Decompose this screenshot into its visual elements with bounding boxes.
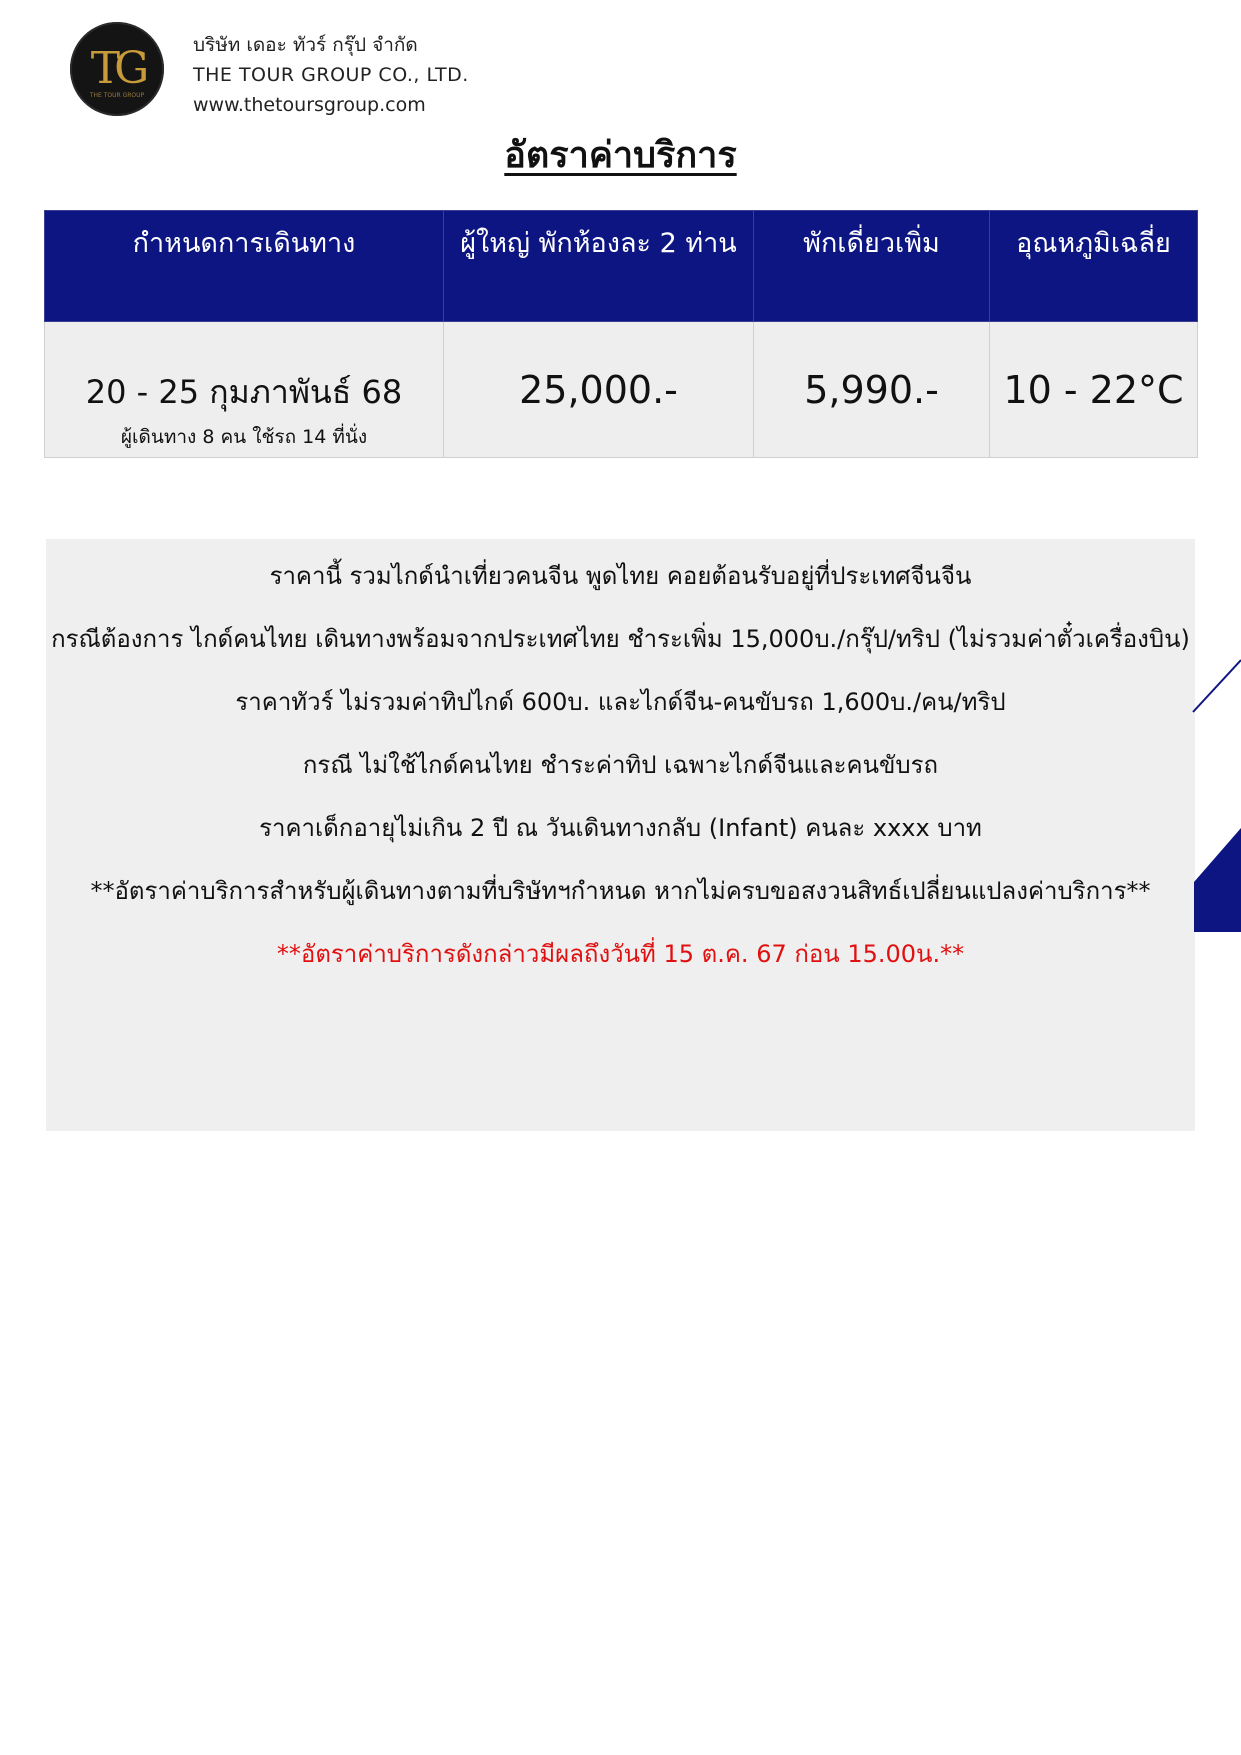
logo-monogram: TG (90, 43, 144, 94)
condition-line: กรณีต้องการ ไกด์คนไทย เดินทางพร้อมจากประเทศไทย ชำระเพิ่ม 15,000บ./กรุ๊ป/ทริป (ไม่รวมค่าตั๋วเครื่องบิน) (51, 625, 1190, 653)
rate-table (44, 210, 1198, 458)
company-info (193, 30, 469, 120)
cell-adult-price: 25,000.- (444, 322, 754, 458)
logo-tagline: THE TOUR GROUP (89, 92, 145, 99)
condition-line: กรณี ไม่ใช้ไกด์คนไทย ชำระค่าทิป เฉพาะไกด์จีนและคนขับรถ (302, 751, 939, 779)
header-adult-twin: ผู้ใหญ่ พักห้องละ 2 ท่าน (444, 211, 754, 322)
cell-temperature: 10 - 22°C (990, 322, 1198, 458)
company-logo (70, 22, 164, 116)
conditions-box (46, 539, 1195, 1131)
group-size-note: ผู้เดินทาง 8 คน ใช้รถ 14 ที่นั่ง (120, 426, 368, 448)
deadline-note: **อัตราค่าบริการดังกล่าวมีผลถึงวันที่ 15 ต.ค. 67 ก่อน 15.00น.** (276, 940, 965, 968)
company-name-thai: บริษัท เดอะ ทัวร์ กรุ๊ป จำกัด (193, 34, 418, 56)
condition-line: ราคานี้ รวมไกด์นำเที่ยวคนจีน พูดไทย คอยต้อนรับอยู่ที่ประเทศจีนจีน (269, 562, 972, 590)
decorative-stripes (1181, 650, 1241, 940)
rate-table-header-row (45, 211, 1198, 322)
table-row (45, 322, 1198, 458)
cell-travel-date (45, 322, 444, 458)
header-single-supplement: พักเดี่ยวเพิ่ม (754, 211, 990, 322)
header-avg-temperature: อุณหภูมิเฉลี่ย (990, 211, 1198, 322)
condition-line: **อัตราค่าบริการสำหรับผู้เดินทางตามที่บริษัทฯกำหนด หากไม่ครบขอสงวนสิทธ์เปลี่ยนแปลงค่าบริการ** (90, 877, 1151, 905)
condition-line: ราคาทัวร์ ไม่รวมค่าทิปไกด์ 600บ. และไกด์จีน-คนขับรถ 1,600บ./คน/ทริป (235, 688, 1006, 716)
company-name-english: THE TOUR GROUP CO., LTD. (193, 64, 469, 86)
cell-single-supplement: 5,990.- (754, 322, 990, 458)
condition-line: ราคาเด็กอายุไม่เกิน 2 ปี ณ วันเดินทางกลับ (Infant) คนละ xxxx บาท (259, 814, 982, 842)
travel-date: 20 - 25 กุมภาพันธ์ 68 (85, 373, 403, 411)
header-travel-date: กำหนดการเดินทาง (45, 211, 444, 322)
company-website: www.thetoursgroup.com (193, 94, 426, 116)
page-title: อัตราค่าบริการ (504, 135, 737, 176)
